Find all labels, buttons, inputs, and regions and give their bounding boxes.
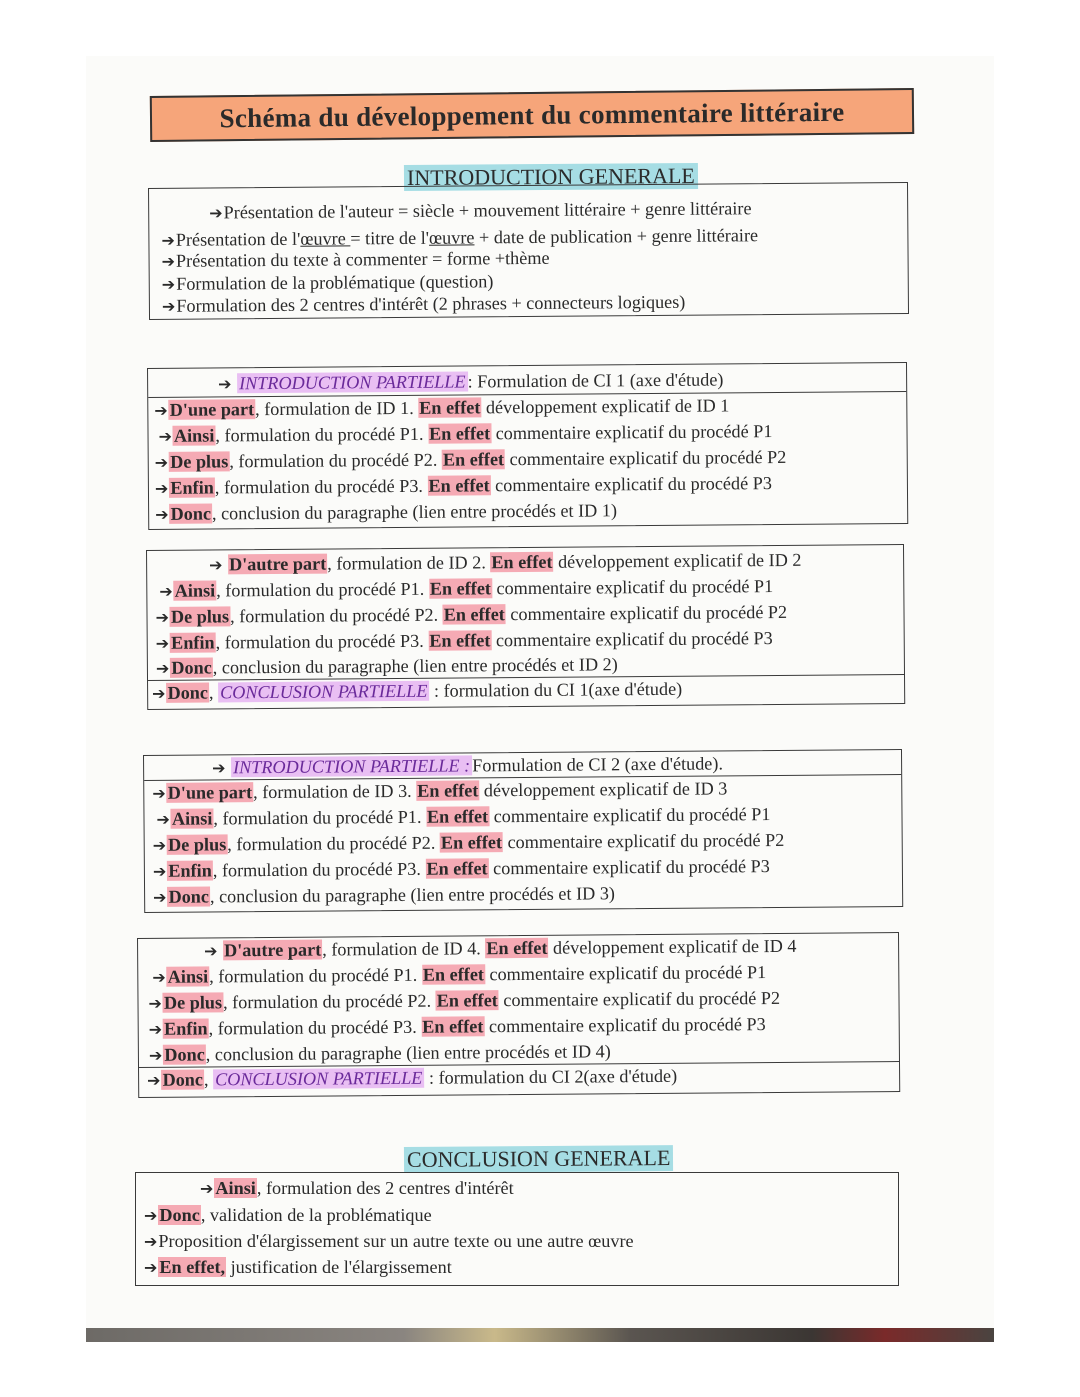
list-item: ➔ Ainsi, formulation des 2 centres d'intérêt	[200, 1178, 514, 1198]
partial-conclusion: ➔ Donc, CONCLUSION PARTIELLE : formulation du CI 1(axe d'étude)	[148, 674, 904, 706]
ci1-paragraph2-box	[146, 544, 905, 710]
arrow-right-icon: ➔	[148, 993, 162, 1013]
partial-intro-header: ➔ INTRODUCTION PARTIELLE : Formulation de CI 2 (axe d'étude).	[212, 753, 724, 778]
arrow-right-icon: ➔	[155, 633, 170, 653]
arrow-right-icon: ➔	[161, 274, 176, 294]
arrow-right-icon: ➔	[155, 607, 170, 627]
arrow-right-icon: ➔	[212, 758, 226, 778]
arrow-right-icon: ➔	[152, 835, 167, 855]
list-item: ➔ Enfin, formulation du procédé P3. En effet commentaire explicatif du procédé P3	[155, 628, 773, 653]
list-item: ➔ De plus, formulation du procédé P2. En effet commentaire explicatif du procédé P2	[152, 829, 785, 855]
intro-generale-heading: INTRODUCTION GENERALE	[404, 163, 698, 191]
list-item: ➔ Donc, conclusion du paragraphe (lien entre procédés et ID 2)	[155, 654, 618, 678]
list-item: ➔ Ainsi, formulation du procédé P1. En effet commentaire explicatif du procédé P1	[158, 421, 773, 446]
list-item: ➔ De plus, formulation du procédé P2. En effet commentaire explicatif du procédé P2	[155, 601, 788, 627]
arrow-right-icon: ➔	[154, 400, 168, 420]
arrow-right-icon: ➔	[156, 809, 170, 829]
arrow-right-icon: ➔	[218, 374, 232, 394]
list-item: ➔ Ainsi, formulation du procédé P1. En effet commentaire explicatif du procédé P1	[159, 576, 774, 601]
ci2-paragraph2-box	[137, 932, 900, 1098]
list-item: ➔ Enfin, formulation du procédé P3. En effet commentaire explicatif du procédé P3	[148, 1014, 766, 1039]
arrow-right-icon: ➔	[155, 658, 170, 678]
arrow-right-icon: ➔	[144, 1258, 158, 1277]
list-item: ➔Proposition d'élargissement sur un autre texte ou une autre œuvre	[144, 1231, 634, 1251]
arrow-right-icon: ➔	[148, 1019, 163, 1039]
arrow-right-icon: ➔	[144, 1232, 158, 1251]
list-item: ➔ Enfin, formulation du procédé P3. En effet commentaire explicatif du procédé P3	[154, 473, 772, 498]
list-item: ➔ D'une part, formulation de ID 1. En effet développement explicatif de ID 1	[148, 391, 906, 423]
list-item: ➔ D'autre part, formulation de ID 4. En effet développement explicatif de ID 4	[204, 935, 797, 961]
arrow-right-icon: ➔	[209, 555, 223, 575]
arrow-right-icon: ➔	[204, 941, 218, 961]
arrow-right-icon: ➔	[154, 452, 169, 472]
list-item: ➔ Ainsi, formulation du procédé P1. En effet commentaire explicatif du procédé P1	[156, 804, 771, 829]
ci2-paragraph1-box	[143, 749, 903, 913]
arrow-right-icon: ➔	[155, 504, 169, 524]
ci1-paragraph1-box	[147, 362, 908, 530]
list-item: ➔Formulation de la problématique (question)	[161, 271, 494, 294]
arrow-right-icon: ➔	[158, 426, 173, 446]
desk-edge	[86, 1328, 994, 1342]
list-item: ➔ Ainsi, formulation du procédé P1. En effet commentaire explicatif du procédé P1	[152, 962, 767, 987]
page-title: Schéma du développement du commentaire littéraire	[219, 96, 845, 133]
list-item: ➔Présentation de l'auteur = siècle + mouvement littéraire + genre littéraire	[209, 198, 752, 223]
title-banner	[150, 88, 914, 142]
list-item: ➔ En effet, justification de l'élargissement	[144, 1257, 452, 1277]
arrow-right-icon: ➔	[148, 1045, 163, 1065]
list-item: ➔ Donc, conclusion du paragraphe (lien entre procédés et ID 1)	[155, 500, 618, 524]
arrow-right-icon: ➔	[209, 203, 223, 223]
intro-generale-box	[148, 182, 909, 320]
list-item: ➔ Enfin, formulation du procédé P3. En effet commentaire explicatif du procédé P3	[152, 856, 770, 881]
arrow-right-icon: ➔	[159, 581, 173, 601]
conclusion-generale-heading: CONCLUSION GENERALE	[404, 1145, 674, 1173]
list-item: ➔Présentation de l'œuvre = titre de l'œuvre + date de publication + genre littéraire	[161, 225, 759, 250]
arrow-right-icon: ➔	[153, 887, 167, 907]
list-item: ➔ De plus, formulation du procédé P2. En effet commentaire explicatif du procédé P2	[154, 446, 787, 472]
list-item: ➔Présentation du texte à commenter = forme +thème	[161, 247, 550, 271]
list-item: ➔ Donc, conclusion du paragraphe (lien entre procédés et ID 4)	[148, 1041, 611, 1065]
list-item: ➔ De plus, formulation du procédé P2. En effet commentaire explicatif du procédé P2	[148, 987, 781, 1013]
arrow-right-icon: ➔	[200, 1179, 214, 1198]
arrow-right-icon: ➔	[152, 967, 166, 987]
arrow-right-icon: ➔	[147, 1070, 161, 1090]
arrow-right-icon: ➔	[154, 478, 169, 498]
list-item: ➔ D'une part, formulation de ID 3. En effet développement explicatif de ID 3	[144, 774, 901, 806]
arrow-right-icon: ➔	[161, 251, 176, 271]
arrow-right-icon: ➔	[144, 1206, 158, 1225]
partial-conclusion: ➔ Donc, CONCLUSION PARTIELLE : formulation du CI 2(axe d'étude)	[139, 1061, 899, 1093]
conclusion-generale-box	[135, 1172, 899, 1286]
arrow-right-icon: ➔	[152, 683, 166, 703]
partial-intro-header: ➔ INTRODUCTION PARTIELLE : Formulation de CI 1 (axe d'étude)	[218, 369, 724, 394]
arrow-right-icon: ➔	[161, 296, 176, 316]
arrow-right-icon: ➔	[152, 783, 166, 803]
list-item: ➔Formulation des 2 centres d'intérêt (2 phrases + connecteurs logiques)	[161, 291, 686, 316]
arrow-right-icon: ➔	[161, 230, 175, 250]
list-item: ➔ Donc, conclusion du paragraphe (lien entre procédés et ID 3)	[153, 883, 616, 907]
arrow-right-icon: ➔	[152, 861, 167, 881]
list-item: ➔ Donc, validation de la problématique	[144, 1205, 432, 1225]
list-item: ➔ D'autre part, formulation de ID 2. En effet développement explicatif de ID 2	[209, 549, 802, 575]
